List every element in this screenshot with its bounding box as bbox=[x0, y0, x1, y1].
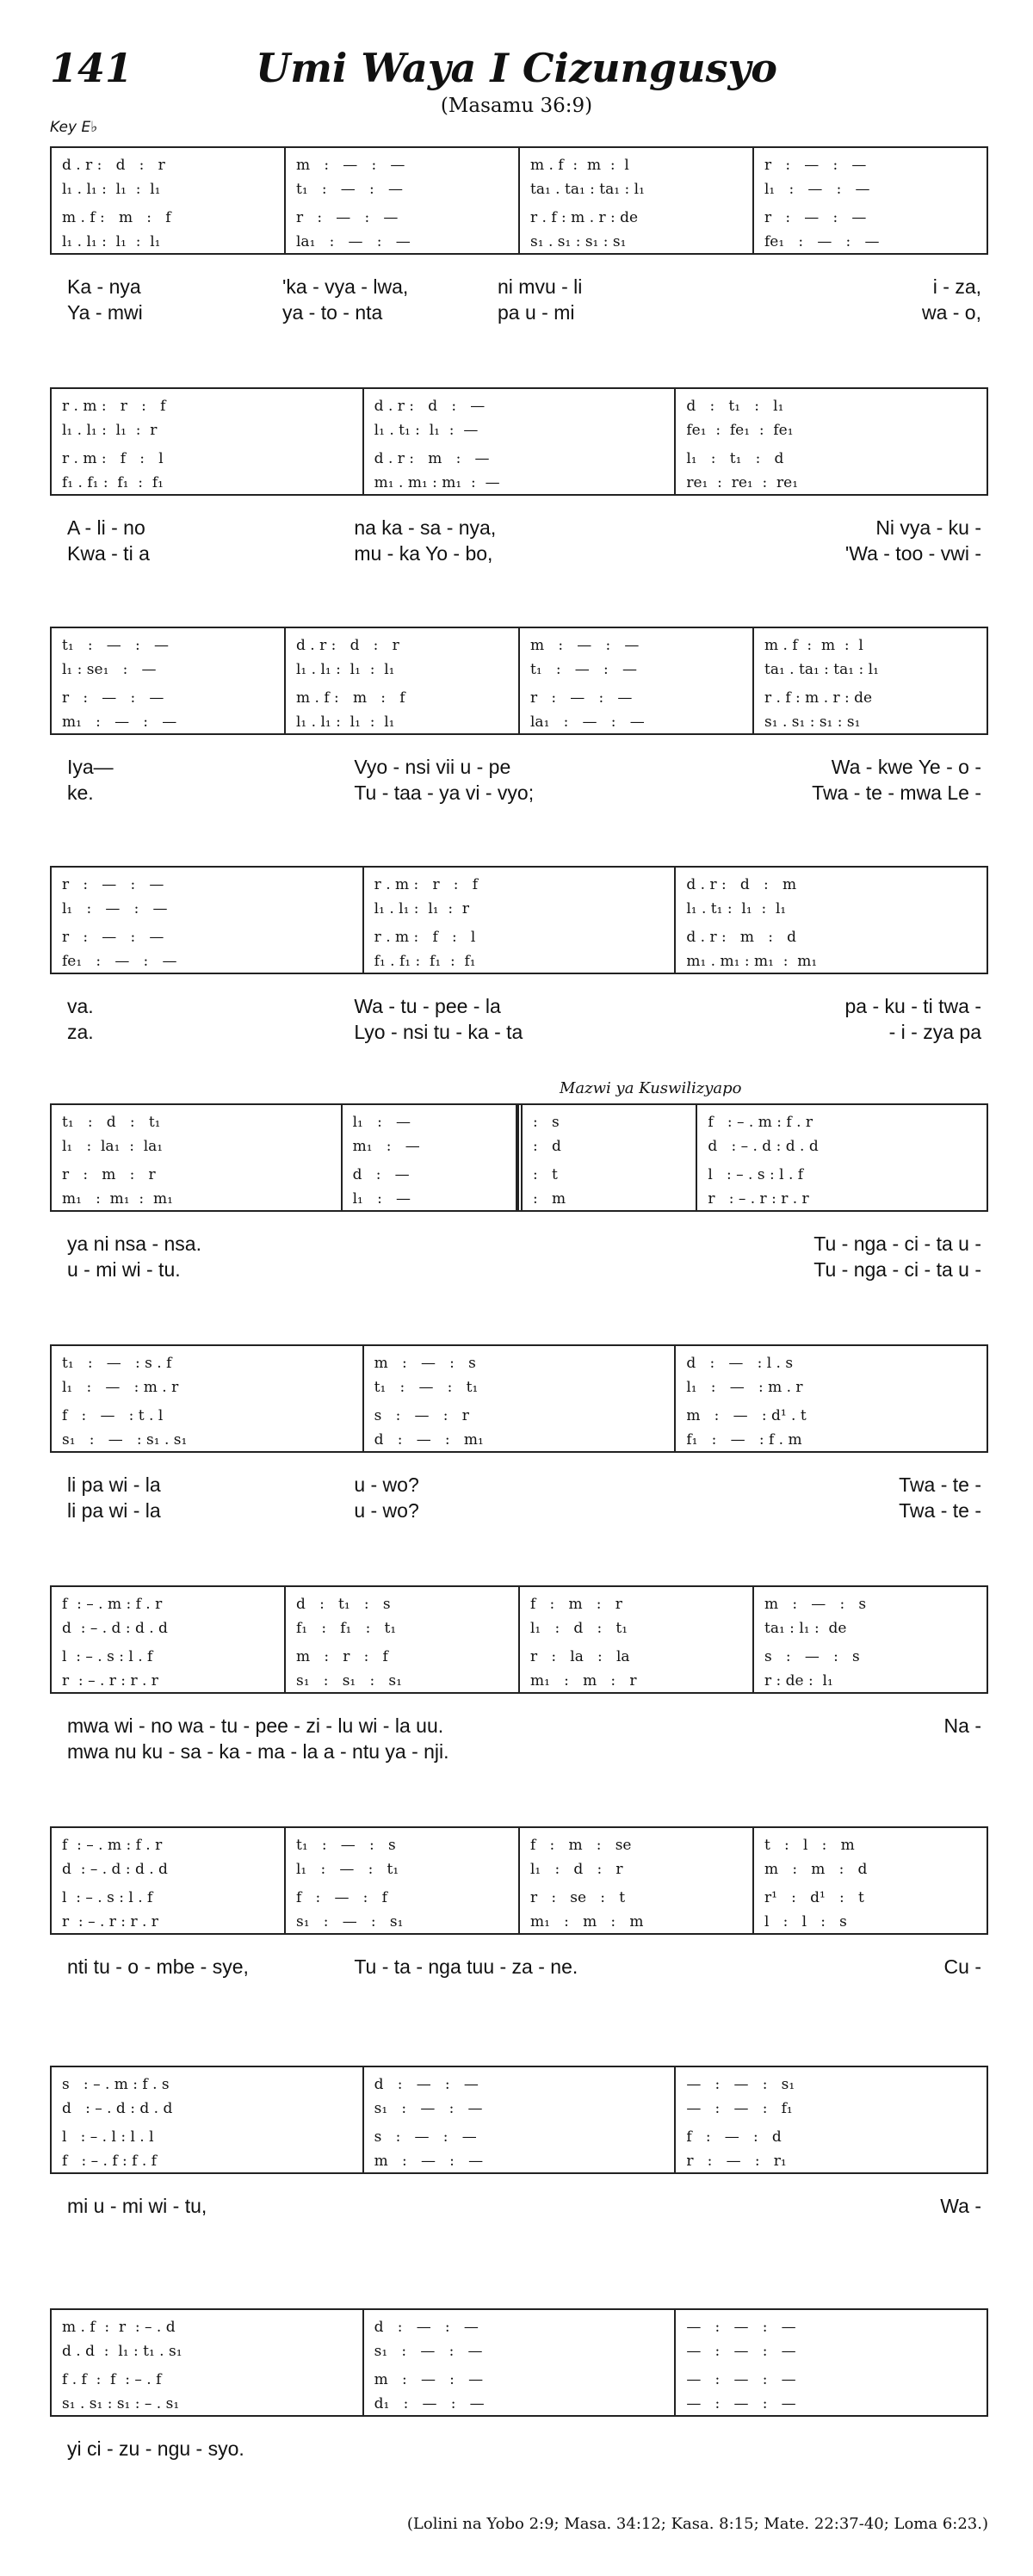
solfa-upper-voice-line: l₁ : — : m . r bbox=[62, 1379, 179, 1396]
solfa-measure bbox=[676, 1346, 987, 1451]
solfa-upper-voice-line: t₁ : — : t₁ bbox=[374, 1379, 479, 1396]
lyric-phrase: li pa wi - la bbox=[67, 1473, 161, 1496]
lyric-phrase: 'ka - vya - lwa, bbox=[282, 275, 409, 298]
solfa-lower-voice-line: m₁ : m : r bbox=[530, 1672, 637, 1690]
solfa-upper-voice-line: d : t₁ : l₁ bbox=[686, 398, 784, 415]
solfa-upper-voice-line: m . f : r : – . d bbox=[62, 2319, 176, 2336]
solfa-lower-voice-line: m₁ . m₁ : m₁ : m₁ bbox=[686, 953, 818, 970]
lyric-line bbox=[50, 541, 988, 566]
solfa-lower-voice-line: s₁ : s₁ : s₁ bbox=[296, 1672, 402, 1690]
solfa-upper-voice-line: r . m : r : f bbox=[374, 876, 479, 893]
solfa-lower-voice-line: s : — : — bbox=[374, 2128, 477, 2146]
solfa-lower-voice-line: l : – . s : l . f bbox=[62, 1648, 153, 1665]
solfa-lower-voice-line: s : — : s bbox=[764, 1648, 860, 1665]
solfa-lower-voice-line: d . r : m : d bbox=[686, 929, 797, 946]
lyric-phrase: li pa wi - la bbox=[67, 1499, 161, 1522]
lyric-line bbox=[50, 1019, 988, 1045]
solfa-upper-voice-line: t₁ : — : — bbox=[296, 181, 403, 198]
solfa-system bbox=[50, 2066, 988, 2174]
solfa-measure bbox=[676, 2067, 987, 2172]
solfa-lower-voice-line: r : – . r : r . r bbox=[708, 1190, 809, 1208]
solfa-upper-voice-line: d . r : d : — bbox=[374, 398, 486, 415]
solfa-upper-voice-line: ta₁ . ta₁ : ta₁ : l₁ bbox=[530, 181, 645, 198]
solfa-lower-voice-line: l₁ . l₁ : l₁ : l₁ bbox=[296, 713, 395, 731]
solfa-lower-voice-line: r : — : — bbox=[62, 929, 164, 946]
solfa-lower-voice-line: m : — : — bbox=[374, 2153, 484, 2170]
solfa-upper-voice-line: f : m : r bbox=[530, 1596, 622, 1613]
solfa-upper-voice-line: t₁ : d : t₁ bbox=[62, 1114, 161, 1131]
solfa-lower-voice-line: s₁ . s₁ : s₁ : s₁ bbox=[764, 713, 861, 731]
solfa-upper-voice-line: — : — : s₁ bbox=[686, 2076, 795, 2093]
solfa-measure bbox=[52, 148, 286, 253]
solfa-system bbox=[50, 387, 988, 496]
solfa-upper-voice-line: t₁ : — : — bbox=[530, 661, 637, 678]
solfa-measure bbox=[520, 1587, 754, 1692]
lyric-phrase: Twa - te - bbox=[899, 1499, 981, 1522]
lyric-phrase: Kwa - ti a bbox=[67, 542, 150, 565]
solfa-lower-voice-line: r . f : m . r : de bbox=[764, 689, 873, 707]
solfa-measure bbox=[52, 1346, 364, 1451]
solfa-upper-voice-line: : s bbox=[533, 1114, 560, 1131]
solfa-system bbox=[50, 1103, 988, 1212]
solfa-upper-voice-line: d . r : d : r bbox=[296, 637, 399, 654]
solfa-lower-voice-line: f : – . f : f . f bbox=[62, 2153, 157, 2170]
solfa-upper-voice-line: m . f : m : l bbox=[764, 637, 863, 654]
solfa-upper-voice-line: : d bbox=[533, 1138, 561, 1155]
solfa-lower-voice-line: r : — : — bbox=[62, 689, 164, 707]
solfa-lower-voice-line: r : — : r₁ bbox=[686, 2153, 787, 2170]
solfa-lower-voice-line: m₁ : — : — bbox=[62, 713, 177, 731]
lyric-line bbox=[50, 1954, 988, 1980]
solfa-upper-voice-line: s : – . m : f . s bbox=[62, 2076, 170, 2093]
solfa-lower-voice-line: s₁ : — : s₁ bbox=[296, 1913, 404, 1930]
solfa-lower-voice-line: r : — : — bbox=[764, 209, 867, 226]
lyric-phrase: Wa - bbox=[940, 2195, 981, 2217]
solfa-upper-voice-line: f : – . m : f . r bbox=[62, 1596, 163, 1613]
solfa-upper-voice-line: — : — : f₁ bbox=[686, 2100, 793, 2117]
solfa-upper-voice-line: f : m : se bbox=[530, 1837, 632, 1854]
hymn-number: 141 bbox=[50, 45, 133, 91]
solfa-lower-voice-line: r . f : m . r : de bbox=[530, 209, 639, 226]
solfa-lower-voice-line: r : – . r : r . r bbox=[62, 1913, 158, 1930]
lyric-line bbox=[50, 300, 988, 325]
solfa-upper-voice-line: l₁ : — : t₁ bbox=[296, 1861, 399, 1878]
solfa-upper-voice-line: d . r : d : r bbox=[62, 157, 165, 174]
lyric-phrase: Twa - te - bbox=[899, 1473, 981, 1496]
solfa-upper-voice-line: l₁ : — : — bbox=[62, 900, 168, 917]
solfa-system bbox=[50, 627, 988, 735]
lyric-phrase: mwa nu ku - sa - ka - ma - la a - ntu ya - nji. bbox=[67, 1740, 449, 1763]
solfa-lower-voice-line: r : se : t bbox=[530, 1889, 626, 1906]
lyric-phrase: u - wo? bbox=[354, 1473, 419, 1496]
lyric-phrase: wa - o, bbox=[921, 301, 981, 324]
solfa-upper-voice-line: m : m : d bbox=[764, 1861, 868, 1878]
lyric-phrase: Wa - kwe Ye - o - bbox=[831, 756, 981, 778]
lyric-phrase: Tu - ta - nga tuu - za - ne. bbox=[354, 1955, 578, 1978]
solfa-upper-voice-line: l₁ : d : t₁ bbox=[530, 1620, 628, 1637]
solfa-lower-voice-line: f : — : d bbox=[686, 2128, 782, 2146]
lyric-line bbox=[50, 1257, 988, 1282]
lyric-phrase: mu - ka Yo - bo, bbox=[354, 542, 493, 565]
solfa-upper-voice-line: l₁ . l₁ : l₁ : r bbox=[62, 422, 158, 439]
solfa-lower-voice-line: l : – . s : l . f bbox=[708, 1166, 804, 1183]
solfa-measure bbox=[676, 389, 987, 494]
solfa-measure bbox=[364, 2067, 677, 2172]
solfa-lower-voice-line: r : — : — bbox=[530, 689, 633, 707]
lyric-phrase: mwa wi - no wa - tu - pee - zi - lu wi - la uu. bbox=[67, 1714, 444, 1737]
solfa-measure bbox=[754, 148, 987, 253]
solfa-measure bbox=[52, 868, 364, 973]
solfa-lower-voice-line: f . f : f : – . f bbox=[62, 2371, 162, 2388]
lyric-phrase: Wa - tu - pee - la bbox=[354, 995, 501, 1017]
lyric-phrase: 'Wa - too - vwi - bbox=[844, 542, 981, 565]
solfa-upper-voice-line: m . f : m : l bbox=[530, 157, 629, 174]
solfa-lower-voice-line: m₁ : m₁ : m₁ bbox=[62, 1190, 173, 1208]
lyric-phrase: i - za, bbox=[932, 275, 981, 298]
solfa-lower-voice-line: re₁ : re₁ : re₁ bbox=[686, 474, 799, 491]
solfa-system bbox=[50, 866, 988, 974]
solfa-measure bbox=[676, 868, 987, 973]
solfa-lower-voice-line: : t bbox=[533, 1166, 558, 1183]
solfa-upper-voice-line: d : – . d : d . d bbox=[62, 1620, 168, 1637]
solfa-upper-voice-line: r : — : — bbox=[62, 876, 164, 893]
solfa-system bbox=[50, 2308, 988, 2417]
lyric-phrase: A - li - no bbox=[67, 516, 145, 539]
solfa-lower-voice-line: r . m : f : l bbox=[374, 929, 476, 946]
solfa-lower-voice-line: s₁ . s₁ : s₁ : – . s₁ bbox=[62, 2395, 180, 2412]
solfa-measure bbox=[364, 868, 677, 973]
solfa-upper-voice-line: l₁ : — bbox=[352, 1114, 411, 1131]
solfa-upper-voice-line: m : — : — bbox=[296, 157, 405, 174]
solfa-system bbox=[50, 1826, 988, 1935]
solfa-upper-voice-line: s₁ : — : — bbox=[374, 2100, 483, 2117]
solfa-lower-voice-line: l : – . l : l . l bbox=[62, 2128, 154, 2146]
lyric-phrase: ya - to - nta bbox=[282, 301, 383, 324]
lyric-phrase: Tu - taa - ya vi - vyo; bbox=[354, 781, 535, 804]
solfa-lower-voice-line: d . r : m : — bbox=[374, 450, 490, 467]
solfa-system bbox=[50, 1344, 988, 1453]
solfa-upper-voice-line: r . m : r : f bbox=[62, 398, 166, 415]
lyric-phrase: u - wo? bbox=[354, 1499, 419, 1522]
solfa-upper-voice-line: t₁ : — : — bbox=[62, 637, 169, 654]
lyric-phrase: mi u - mi wi - tu, bbox=[67, 2195, 207, 2217]
lyric-phrase: u - mi wi - tu. bbox=[67, 1258, 181, 1281]
solfa-measure bbox=[286, 628, 520, 733]
solfa-upper-voice-line: l₁ . l₁ : l₁ : r bbox=[374, 900, 470, 917]
solfa-lower-voice-line: m : — : — bbox=[374, 2371, 484, 2388]
solfa-upper-voice-line: l₁ . t₁ : l₁ : — bbox=[374, 422, 479, 439]
solfa-lower-voice-line: s : — : r bbox=[374, 1407, 469, 1424]
lyric-phrase: Cu - bbox=[943, 1955, 981, 1978]
solfa-upper-voice-line: m : — : s bbox=[764, 1596, 867, 1613]
solfa-lower-voice-line: la₁ : — : — bbox=[296, 233, 411, 250]
solfa-measure bbox=[754, 1828, 987, 1933]
solfa-upper-voice-line: f : – . m : f . r bbox=[62, 1837, 163, 1854]
lyric-phrase: Lyo - nsi tu - ka - ta bbox=[354, 1021, 523, 1043]
solfa-measure bbox=[676, 2310, 987, 2415]
solfa-lower-voice-line: l₁ . l₁ : l₁ : l₁ bbox=[62, 233, 161, 250]
solfa-lower-voice-line: s₁ . s₁ : s₁ : s₁ bbox=[530, 233, 627, 250]
solfa-upper-voice-line: — : — : — bbox=[686, 2343, 796, 2360]
solfa-upper-voice-line: d . r : d : m bbox=[686, 876, 797, 893]
solfa-upper-voice-line: f₁ : f₁ : t₁ bbox=[296, 1620, 397, 1637]
lyric-phrase: va. bbox=[67, 995, 94, 1017]
lyric-phrase: ke. bbox=[67, 781, 94, 804]
solfa-upper-voice-line: fe₁ : fe₁ : fe₁ bbox=[686, 422, 794, 439]
solfa-measure bbox=[520, 628, 754, 733]
lyric-phrase: pa - ku - ti twa - bbox=[844, 995, 981, 1017]
solfa-measure bbox=[364, 2310, 677, 2415]
lyric-phrase: Na - bbox=[943, 1714, 981, 1737]
solfa-lower-voice-line: f₁ . f₁ : f₁ : f₁ bbox=[374, 953, 476, 970]
lyric-phrase: - i - zya pa bbox=[888, 1021, 981, 1043]
solfa-lower-voice-line: m . f : m : f bbox=[62, 209, 171, 226]
hymn-scripture-subtitle: (Masamu 36:9) bbox=[440, 95, 593, 117]
solfa-lower-voice-line: s₁ : — : s₁ . s₁ bbox=[62, 1431, 188, 1449]
solfa-lower-voice-line: — : — : — bbox=[686, 2371, 796, 2388]
solfa-lower-voice-line: r : — : — bbox=[296, 209, 399, 226]
solfa-lower-voice-line: m₁ . m₁ : m₁ : — bbox=[374, 474, 500, 491]
solfa-upper-voice-line: d . d : l₁ : t₁ . s₁ bbox=[62, 2343, 182, 2360]
solfa-lower-voice-line: r . m : f : l bbox=[62, 450, 164, 467]
lyric-line bbox=[50, 1713, 988, 1739]
solfa-lower-voice-line: m . f : m : f bbox=[296, 689, 405, 707]
solfa-lower-voice-line: d₁ : — : — bbox=[374, 2395, 485, 2412]
scripture-references-footer: (Lolini na Yobo 2:9; Masa. 34:12; Kasa. 8:15; Mate. 22:37-40; Loma 6:23.) bbox=[406, 2515, 988, 2533]
lyric-phrase: Twa - te - mwa Le - bbox=[812, 781, 981, 804]
solfa-upper-voice-line: l₁ . t₁ : l₁ : l₁ bbox=[686, 900, 787, 917]
lyric-phrase: Tu - nga - ci - ta u - bbox=[813, 1258, 981, 1281]
solfa-upper-voice-line: l₁ : — : m . r bbox=[686, 1379, 803, 1396]
lyric-line bbox=[50, 993, 988, 1019]
solfa-upper-voice-line: l₁ . l₁ : l₁ : l₁ bbox=[296, 661, 395, 678]
lyric-phrase: ya ni nsa - nsa. bbox=[67, 1232, 201, 1255]
lyric-line bbox=[50, 1498, 988, 1523]
solfa-lower-voice-line: f₁ : — : f . m bbox=[686, 1431, 802, 1449]
solfa-measure bbox=[697, 1105, 987, 1210]
solfa-measure bbox=[520, 148, 754, 253]
section-cue-label: Mazwi ya Kuswilizyapo bbox=[560, 1079, 742, 1097]
lyric-phrase: Ni vya - ku - bbox=[875, 516, 981, 539]
solfa-measure bbox=[52, 1828, 286, 1933]
solfa-measure bbox=[52, 2067, 364, 2172]
lyric-phrase: na ka - sa - nya, bbox=[354, 516, 497, 539]
lyric-line bbox=[50, 754, 988, 780]
solfa-upper-voice-line: l₁ : d : r bbox=[530, 1861, 623, 1878]
solfa-lower-voice-line: fe₁ : — : — bbox=[764, 233, 880, 250]
lyric-phrase: ni mvu - li bbox=[498, 275, 583, 298]
solfa-upper-voice-line: d : — : — bbox=[374, 2076, 479, 2093]
solfa-upper-voice-line: d : — : — bbox=[374, 2319, 479, 2336]
lyric-line bbox=[50, 2436, 988, 2462]
solfa-upper-voice-line: r : — : — bbox=[764, 157, 867, 174]
solfa-upper-voice-line: t : l : m bbox=[764, 1837, 855, 1854]
solfa-measure bbox=[364, 1346, 677, 1451]
solfa-upper-voice-line: d : – . d : d . d bbox=[62, 1861, 168, 1878]
solfa-measure bbox=[52, 628, 286, 733]
solfa-upper-voice-line: d : t₁ : s bbox=[296, 1596, 391, 1613]
solfa-upper-voice-line: m : — : s bbox=[374, 1355, 476, 1372]
solfa-upper-voice-line: t₁ : — : s . f bbox=[62, 1355, 172, 1372]
lyric-phrase: Iya— bbox=[67, 756, 114, 778]
lyric-line bbox=[50, 2193, 988, 2219]
lyric-phrase: Tu - nga - ci - ta u - bbox=[813, 1232, 981, 1255]
solfa-measure bbox=[286, 1828, 520, 1933]
solfa-upper-voice-line: d : – . d : d . d bbox=[62, 2100, 173, 2117]
solfa-lower-voice-line: — : — : — bbox=[686, 2395, 796, 2412]
lyric-phrase: pa u - mi bbox=[498, 301, 575, 324]
solfa-measure bbox=[754, 1587, 987, 1692]
solfa-lower-voice-line: r : la : la bbox=[530, 1648, 630, 1665]
solfa-measure bbox=[754, 628, 987, 733]
solfa-lower-voice-line: f₁ . f₁ : f₁ : f₁ bbox=[62, 474, 164, 491]
solfa-lower-voice-line: f : — : t . l bbox=[62, 1407, 164, 1424]
solfa-lower-voice-line: : m bbox=[533, 1190, 566, 1208]
solfa-lower-voice-line: r¹ : d¹ : t bbox=[764, 1889, 864, 1906]
key-signature: Key E♭ bbox=[50, 119, 98, 136]
lyric-line bbox=[50, 1472, 988, 1498]
solfa-upper-voice-line: l₁ : — : — bbox=[764, 181, 870, 198]
solfa-lower-voice-line: l₁ : — bbox=[352, 1190, 411, 1208]
solfa-upper-voice-line: l₁ . l₁ : l₁ : l₁ bbox=[62, 181, 161, 198]
solfa-measure bbox=[52, 389, 364, 494]
lyric-line bbox=[50, 1739, 988, 1764]
lyric-line bbox=[50, 780, 988, 806]
solfa-system bbox=[50, 146, 988, 255]
lyric-phrase: yi ci - zu - ngu - syo. bbox=[67, 2437, 244, 2460]
solfa-upper-voice-line: m : — : — bbox=[530, 637, 640, 654]
solfa-upper-voice-line: m₁ : — bbox=[352, 1138, 420, 1155]
solfa-upper-voice-line: d : — : l . s bbox=[686, 1355, 794, 1372]
solfa-lower-voice-line: f : — : f bbox=[296, 1889, 387, 1906]
solfa-measure bbox=[286, 1587, 520, 1692]
solfa-upper-voice-line: t₁ : — : s bbox=[296, 1837, 396, 1854]
hymn-title: Umi Waya I Cizungusyo bbox=[256, 45, 777, 91]
solfa-upper-voice-line: ta₁ : l₁ : de bbox=[764, 1620, 847, 1637]
solfa-lower-voice-line: l₁ : t₁ : d bbox=[686, 450, 784, 467]
solfa-measure bbox=[286, 148, 520, 253]
solfa-measure bbox=[517, 1105, 697, 1210]
solfa-upper-voice-line: s₁ : — : — bbox=[374, 2343, 483, 2360]
solfa-lower-voice-line: m : — : d¹ . t bbox=[686, 1407, 807, 1424]
lyric-phrase: Ka - nya bbox=[67, 275, 141, 298]
lyric-line bbox=[50, 1231, 988, 1257]
solfa-lower-voice-line: m₁ : m : m bbox=[530, 1913, 644, 1930]
solfa-lower-voice-line: l : – . s : l . f bbox=[62, 1889, 153, 1906]
solfa-measure bbox=[520, 1828, 754, 1933]
solfa-measure bbox=[364, 389, 677, 494]
solfa-measure bbox=[343, 1105, 517, 1210]
lyric-phrase: Ya - mwi bbox=[67, 301, 143, 324]
solfa-lower-voice-line: r : m : r bbox=[62, 1166, 156, 1183]
lyric-phrase: nti tu - o - mbe - sye, bbox=[67, 1955, 249, 1978]
solfa-measure bbox=[52, 2310, 364, 2415]
solfa-upper-voice-line: l₁ : la₁ : la₁ bbox=[62, 1138, 164, 1155]
solfa-lower-voice-line: d : — : m₁ bbox=[374, 1431, 484, 1449]
solfa-measure bbox=[52, 1105, 343, 1210]
solfa-lower-voice-line: l : l : s bbox=[764, 1913, 847, 1930]
solfa-lower-voice-line: m : r : f bbox=[296, 1648, 388, 1665]
lyric-line bbox=[50, 515, 988, 541]
solfa-upper-voice-line: — : — : — bbox=[686, 2319, 796, 2336]
solfa-upper-voice-line: l₁ : se₁ : — bbox=[62, 661, 157, 678]
solfa-upper-voice-line: f : – . m : f . r bbox=[708, 1114, 813, 1131]
lyric-phrase: za. bbox=[67, 1021, 94, 1043]
solfa-upper-voice-line: ta₁ . ta₁ : ta₁ : l₁ bbox=[764, 661, 879, 678]
solfa-system bbox=[50, 1585, 988, 1694]
solfa-lower-voice-line: fe₁ : — : — bbox=[62, 953, 177, 970]
solfa-lower-voice-line: r : de : l₁ bbox=[764, 1672, 833, 1690]
solfa-lower-voice-line: d : — bbox=[352, 1166, 410, 1183]
lyric-line bbox=[50, 274, 988, 300]
lyric-phrase: Vyo - nsi vii u - pe bbox=[354, 756, 511, 778]
solfa-measure bbox=[52, 1587, 286, 1692]
solfa-upper-voice-line: d : – . d : d . d bbox=[708, 1138, 819, 1155]
solfa-lower-voice-line: r : – . r : r . r bbox=[62, 1672, 158, 1690]
solfa-lower-voice-line: la₁ : — : — bbox=[530, 713, 645, 731]
